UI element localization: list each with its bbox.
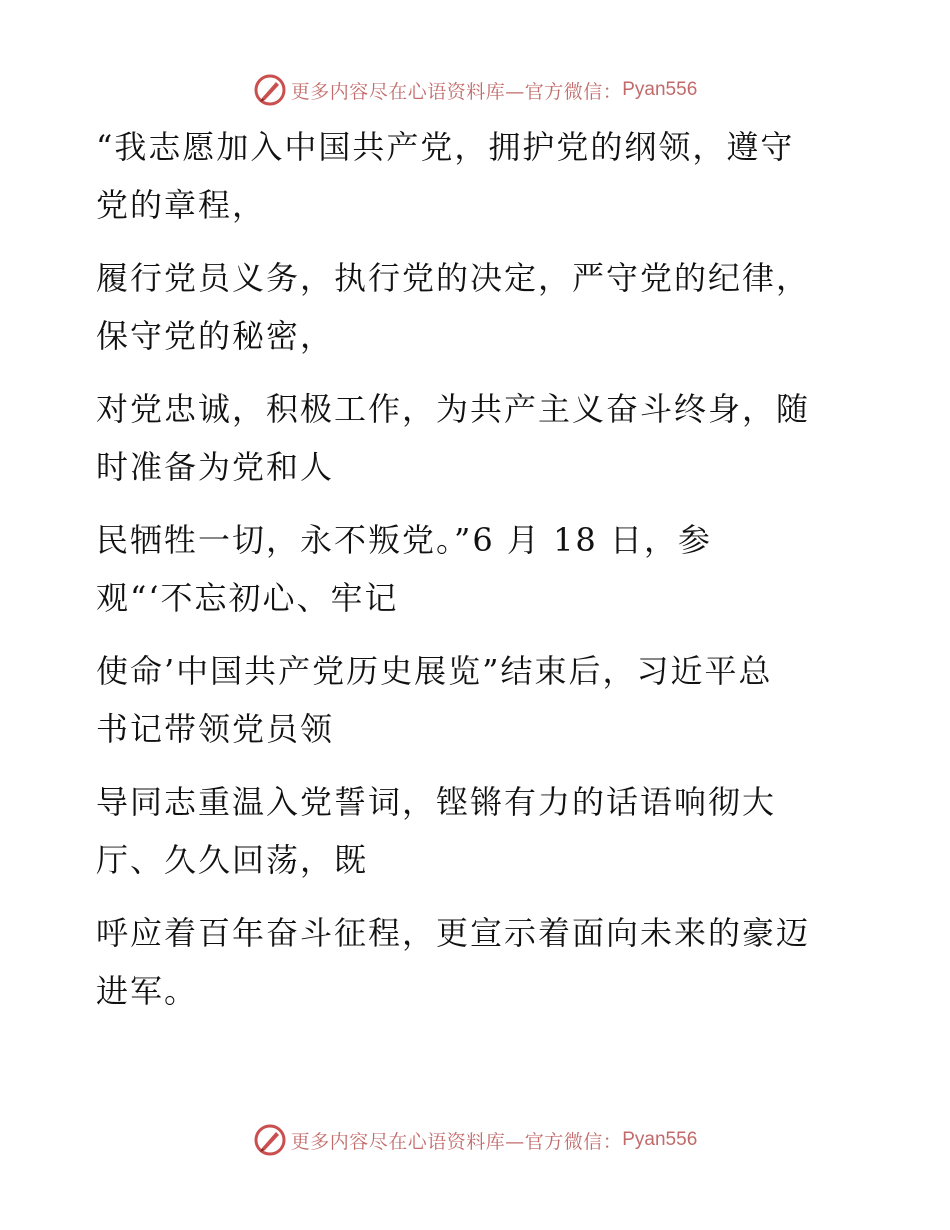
watermark-wechat-id: Pyan556 [622,79,698,100]
header-watermark [0,70,950,110]
text-line: 呼应着百年奋斗征程，更宣示着面向未来的豪迈 [96,914,811,952]
text-line: 保守党的秘密， [96,317,335,355]
paragraph [96,249,836,365]
watermark-text: 更多内容尽在心语资料库—官方微信： [290,1130,623,1153]
text-line: “我志愿加入中国共产党，拥护党的纲领，遵守 [96,128,795,166]
paragraph [96,511,836,627]
body-text [96,118,836,1035]
pen-logo-icon [253,1123,287,1157]
pen-logo-icon [253,73,287,107]
text-line: 对党忠诚，积极工作，为共产主义奋斗终身，随 [96,390,811,428]
text-line: 厅、久久回荡，既 [96,841,369,879]
paragraph [96,380,836,496]
text-line: 使命’中国共产党历史展览”结束后，习近平总 [96,652,773,690]
text-line: 观“‘不忘初心、牢记 [96,579,399,617]
watermark-wechat-id: Pyan556 [622,1129,698,1150]
text-line: 书记带领党员领 [96,710,335,748]
paragraph [96,904,836,1020]
text-line: 党的章程， [96,186,267,224]
text-line: 履行党员义务，执行党的决定，严守党的纪律， [96,259,811,297]
watermark-text: 更多内容尽在心语资料库—官方微信： [290,80,623,103]
footer-watermark [0,1120,950,1160]
paragraph [96,118,836,234]
text-line: 导同志重温入党誓词，铿锵有力的话语响彻大 [96,783,777,821]
paragraph [96,773,836,889]
text-line: 时准备为党和人 [96,448,335,486]
text-line: 民牺牲一切，永不叛党。”6 月 18 日，参 [96,521,712,559]
text-line: 进军。 [96,972,199,1010]
paragraph [96,642,836,758]
